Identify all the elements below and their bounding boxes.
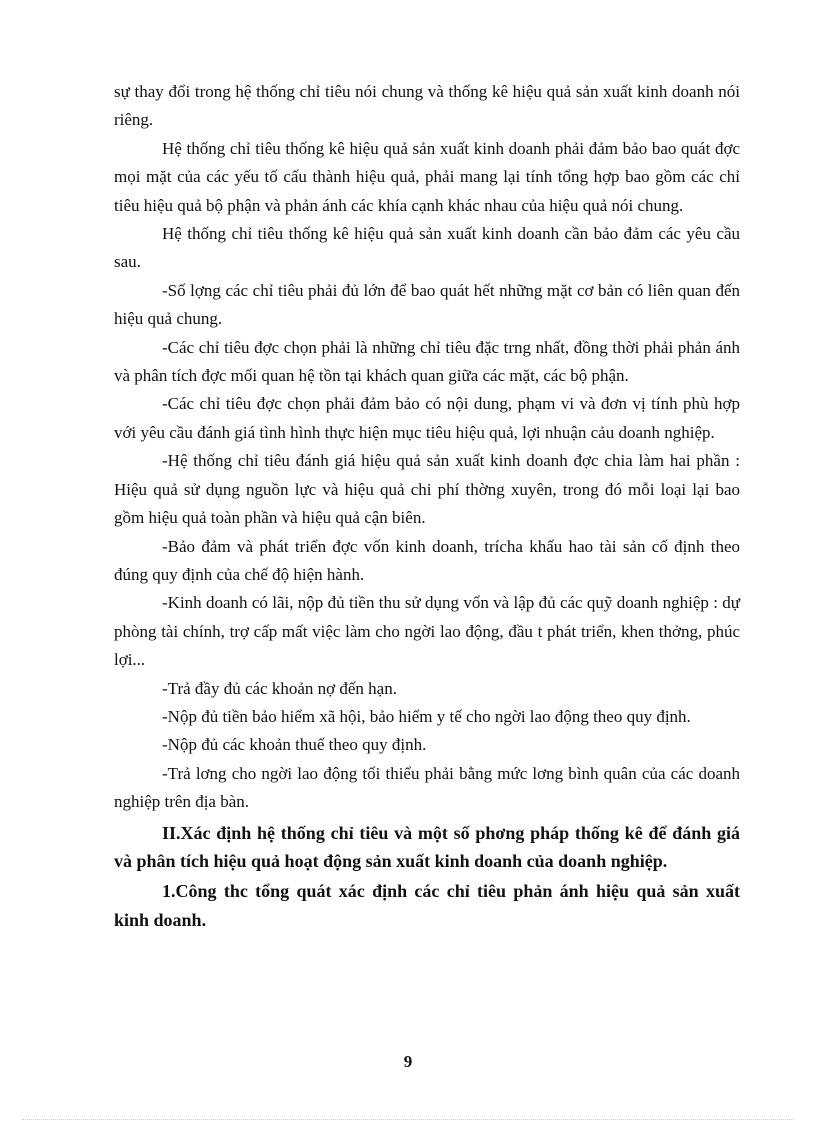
paragraph: Hệ thống chỉ tiêu thống kê hiệu quả sản xuất kinh doanh cần bảo đảm các yêu cầu sau. [114,224,740,272]
paragraph: -Số lợng các chỉ tiêu phải đủ lớn để bao quát hết những mặt cơ bản có liên quan đến hiệu quả chung. [114,280,740,329]
paragraph: -Hệ thống chỉ tiêu đánh giá hiệu quả sản xuất kinh doanh đợc chia làm hai phần : Hiệu quả sử dụng nguồn lực và hiệu quả chi phí thờng xuyên, trong đó mỗi loại lại bao gồm hiệu quả toàn phần và hiệu quả cận biên. [114,451,740,528]
paragraph: -Các chỉ tiêu đợc chọn phải đảm bảo có nội dung, phạm vi và đơn vị tính phù hợp với yêu cầu đánh giá tình hình thực hiện mục tiêu hiệu quả, lợi nhuận cảu doanh nghiệp. [114,394,740,442]
paragraph: -Kinh doanh có lãi, nộp đủ tiền thu sử dụng vốn và lập đủ các quỹ doanh nghiệp : dự phòng tài chính, trợ cấp mất việc làm cho ngời lao động, đầu t phát triển, khen thởng, phúc lợi... [114,593,740,670]
paragraph: -Nộp đủ các khoản thuế theo quy định. [162,735,427,755]
paragraph: -Trả lơng cho ngời lao động tối thiểu phải bằng mức lơng bình quân của các doanh nghiệp trên địa bàn. [114,763,740,812]
section-heading: II.Xác định hệ thống chỉ tiêu và một số phơng pháp thống kê để đánh giá và phân tích hiệu quả hoạt động sản xuất kinh doanh của doanh nghiệp. [114,822,740,871]
paragraph: Hệ thống chỉ tiêu thống kê hiệu quả sản xuất kinh doanh phải đảm bảo bao quát đợc mọi mặt của các yếu tố cấu thành hiệu quả, phải mang lại tính tổng hợp bao gồm các chỉ tiêu hiệu quả bộ phận và phản ánh các khía cạnh khác nhau của hiệu quả nói chung. [114,138,740,215]
paragraph: -Trả đầy đủ các khoản nợ đến hạn. [162,678,397,698]
page-number: 9 [403,1052,413,1071]
paragraph: -Các chỉ tiêu đợc chọn phải là những chỉ tiêu đặc trng nhất, đồng thời phải phản ánh và phân tích đợc mối quan hệ tồn tại khách quan giữa các mặt, các bộ phận. [114,337,740,386]
paragraph: -Bảo đảm và phát triển đợc vốn kinh doanh, trícha khấu hao tài sản cố định theo đúng quy định của chế độ hiện hành. [114,536,740,584]
paragraph: -Nộp đủ tiền bảo hiểm xã hội, bảo hiểm y tế cho ngời lao động theo quy định. [162,706,691,726]
page-bottom-divider [22,1119,794,1120]
subsection-heading: 1.Công thc tổng quát xác định các chỉ tiêu phản ánh hiệu quả sản xuất kinh doanh. [114,881,740,930]
document-body [114,78,740,934]
paragraph: sự thay đổi trong hệ thống chỉ tiêu nói chung và thống kê hiệu quả sản xuất kinh doanh nói riêng. [114,82,740,130]
